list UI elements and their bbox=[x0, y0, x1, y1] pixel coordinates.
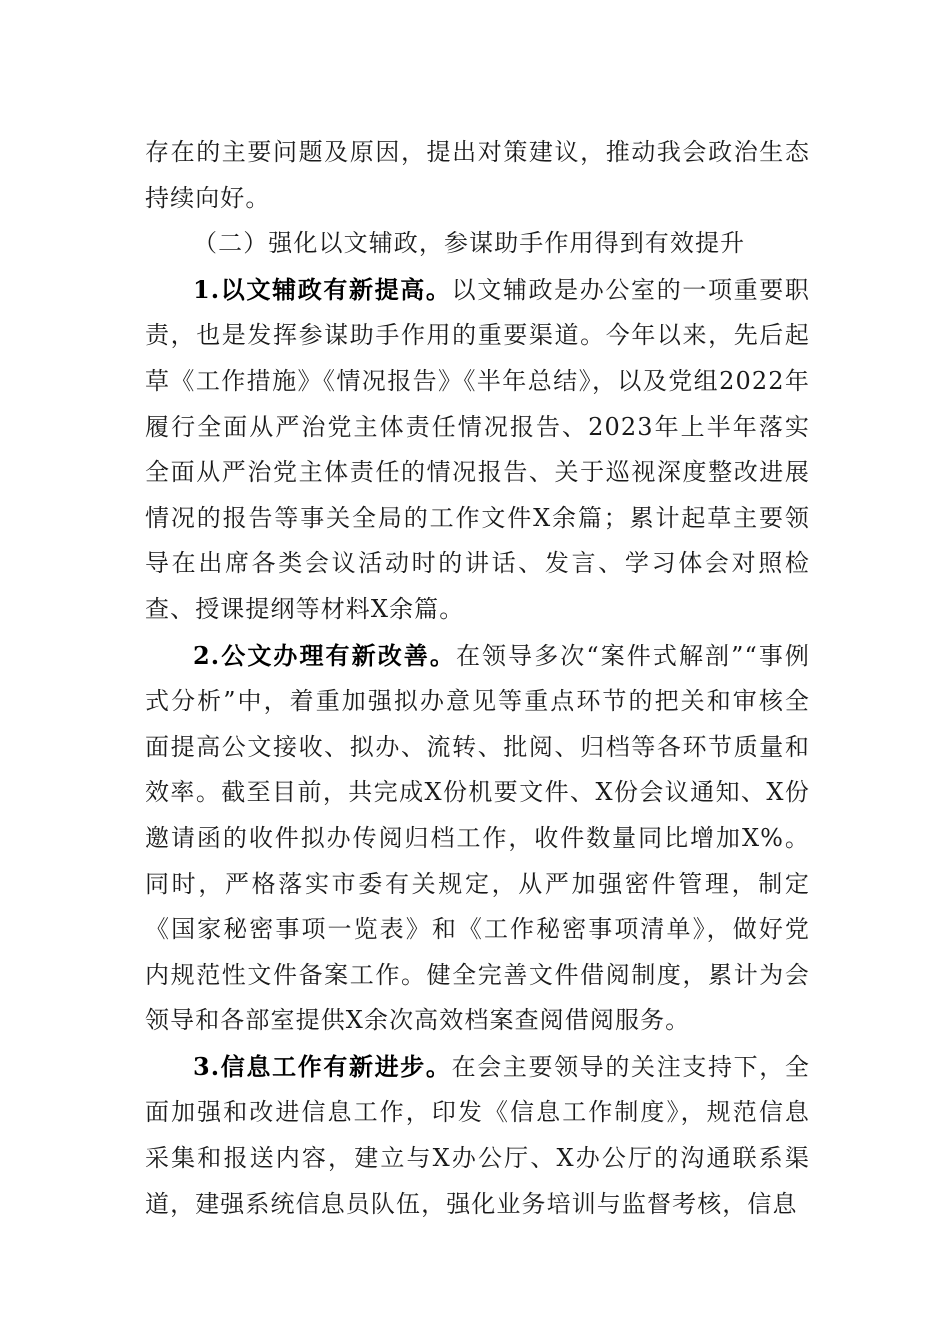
item-body-1: 以文辅政是办公室的一项重要职责，也是发挥参谋助手作用的重要渠道。今年以来，先后起草《工作措施》《情况报告》《半年总结》，以及党组2022年履行全面从严治党主体责任情况报告、2023年上半年落实全面从严治党主体责任的情况报告、关于巡视深度整改进展情况的报告等事关全局的工作文件X余篇；累计起草主要领导在出席各类会议活动时的讲话、发言、学习体会对照检查、授课提纲等材料X余篇。 bbox=[145, 275, 810, 623]
item-paragraph-3 bbox=[145, 1044, 810, 1227]
document-body bbox=[145, 130, 810, 1227]
continued-paragraph: 存在的主要问题及原因，提出对策建议，推动我会政治生态持续向好。 bbox=[145, 138, 810, 212]
item-body-3: 在会主要领导的关注支持下，全面加强和改进信息工作，印发《信息工作制度》，规范信息采集和报送内容，建立与X办公厅、X办公厅的沟通联系渠道，建强系统信息员队伍，强化业务培训与监督考核，信息 bbox=[145, 1052, 810, 1218]
item-lead-2: 2.公文办理有新改善。 bbox=[193, 640, 456, 670]
item-lead-1: 1.以文辅政有新提高。 bbox=[193, 274, 452, 304]
item-body-2: 在领导多次“案件式解剖”“事例式分析”中，着重加强拟办意见等重点环节的把关和审核全面提高公文接收、拟办、流转、批阅、归档等各环节质量和效率。截至目前，共完成X份机要文件、X份会议通知、X份邀请函的收件拟办传阅归档工作，收件数量同比增加X%。同时，严格落实市委有关规定，从严加强密件管理，制定《国家秘密事项一览表》和《工作秘密事项清单》，做好党内规范性文件备案工作。健全完善文件借阅制度，累计为会领导和各部室提供X余次高效档案查阅借阅服务。 bbox=[145, 641, 810, 1035]
section-heading: （二）强化以文辅政，参谋助手作用得到有效提升 bbox=[193, 229, 746, 258]
item-lead-3: 3.信息工作有新进步。 bbox=[193, 1051, 452, 1081]
item-paragraph-2 bbox=[145, 633, 810, 1044]
item-paragraph-1 bbox=[145, 267, 810, 633]
